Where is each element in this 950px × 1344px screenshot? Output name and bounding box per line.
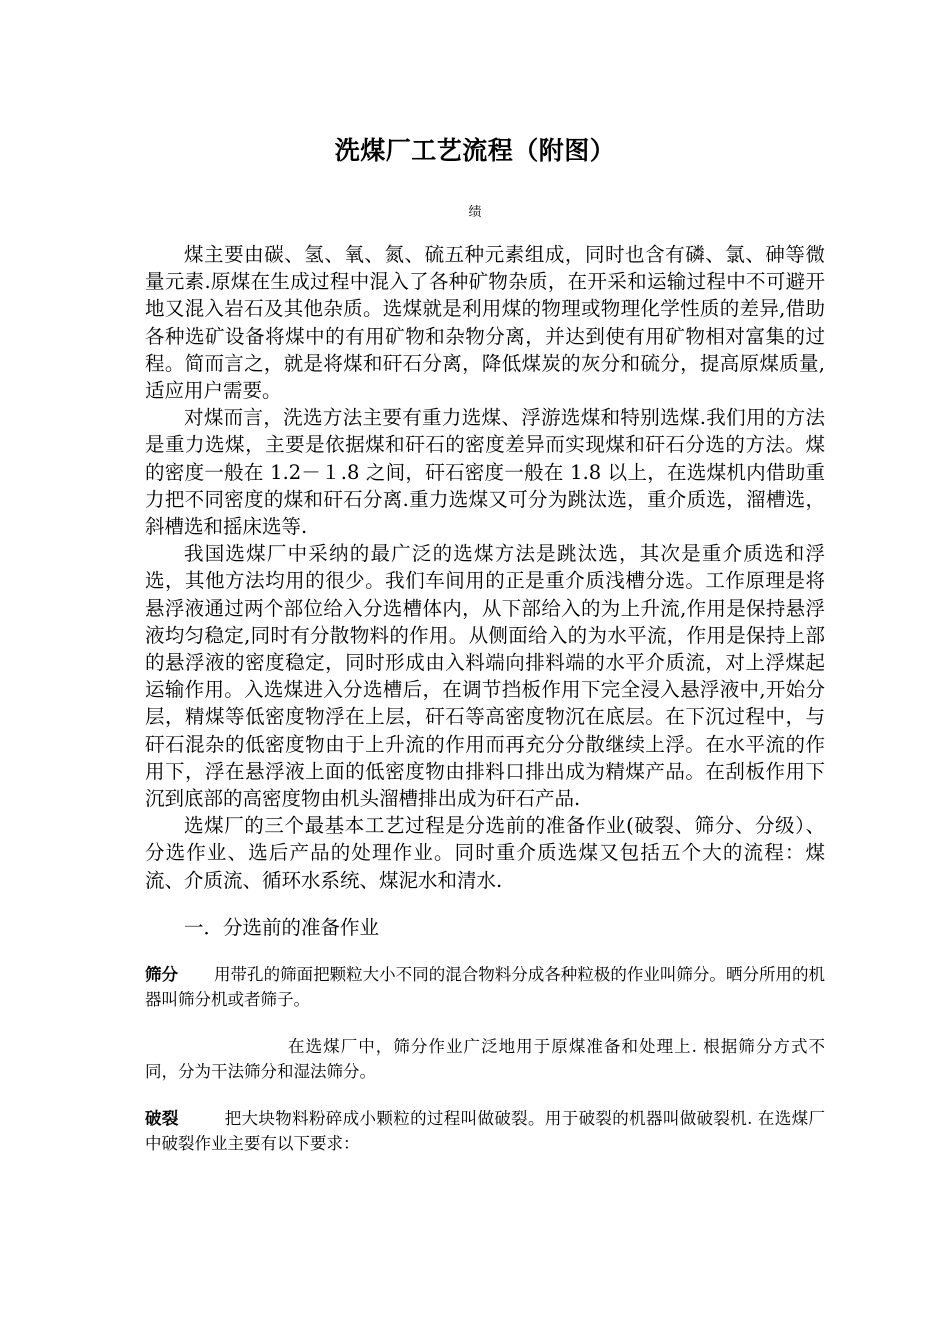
section-heading: 一．分选前的准备作业 <box>184 916 380 939</box>
sieve-note-paragraph <box>145 1034 825 1084</box>
sieve-note-text: 在选煤厂中，筛分作业广泛地用于原煤准备和处理上. 根据筛分方式不同，分为干法筛分和湿法筛分。 <box>145 1037 825 1081</box>
crush-term: 破裂 <box>145 1109 179 1128</box>
sieve-term: 筛分 <box>145 965 179 984</box>
sieve-text: 用带孔的筛面把颗粒大小不同的混合物料分成各种粒极的作业叫筛分。晒分所用的机器叫筛分机或者筛子。 <box>145 965 826 1009</box>
paragraph-2: 对煤而言，洗选方法主要有重力选煤、浮游选煤和特别选煤.我们用的方法是重力选煤，主要是依据煤和矸石的密度差异而实现煤和矸石分选的方法。煤的密度一般在 1.2－１.8 之间，矸石密度一般在 1.8 以上，在选煤机内借助重力把不同密度的煤和矸石分离.重力选煤又可分为跳汰选，重介质选，溜槽选，斜槽选和摇床选等. <box>145 406 825 539</box>
crush-text: 把大块物料粉碎成小颗粒的过程叫做破裂。用于破裂的机器叫做破裂机. 在选煤厂中破裂作业主要有以下要求： <box>145 1109 825 1153</box>
sieve-paragraph <box>145 962 825 1012</box>
paragraph-4: 选煤厂的三个最基本工艺过程是分选前的准备作业(破裂、筛分、分级）、分选作业、选后产品的处理作业。同时重介质选煤又包括五个大的流程：煤流、介质流、循环水系统、煤泥水和清水. <box>145 814 825 892</box>
document-subtitle: 绩 <box>468 205 482 220</box>
crush-paragraph <box>145 1106 825 1156</box>
paragraph-3: 我国选煤厂中采纳的最广泛的选煤方法是跳汰选，其次是重介质选和浮选，其他方法均用的很少。我们车间用的正是重介质浅槽分选。工作原理是将悬浮液通过两个部位给入分选槽体内，从下部给入的为上升流,作用是保持悬浮液均匀稳定,同时有分散物料的作用。从侧面给入的为水平流，作用是保持上部的悬浮液的密度稳定，同时形成由入料端向排料端的水平介质流，对上浮煤起运输作用。入选煤进入分选槽后，在调节挡板作用下完全浸入悬浮液中,开始分层，精煤等低密度物浮在上层，矸石等高密度物沉在底层。在下沉过程中，与矸石混杂的低密度物由于上升流的作用而再充分分散继续上浮。在水平流的作用下，浮在悬浮液上面的低密度物由排料口排出成为精煤产品。在刮板作用下沉到底部的高密度物由机头溜槽排出成为矸石产品. <box>145 542 825 811</box>
paragraph-1: 煤主要由碳、氢、氧、氮、硫五种元素组成，同时也含有磷、氯、砷等微量元素.原煤在生成过程中混入了各种矿物杂质，在开采和运输过程中不可避开地又混入岩石及其他杂质。选煤就是利用煤的物理或物理化学性质的差异,借助各种选矿设备将煤中的有用矿物和杂物分离，并达到使有用矿物相对富集的过程。简而言之，就是将煤和矸石分离，降低煤炭的灰分和硫分，提高原煤质量,适应用户需要。 <box>145 243 825 403</box>
body-text <box>145 241 825 894</box>
document-title: 洗煤厂工艺流程（附图） <box>334 136 616 165</box>
